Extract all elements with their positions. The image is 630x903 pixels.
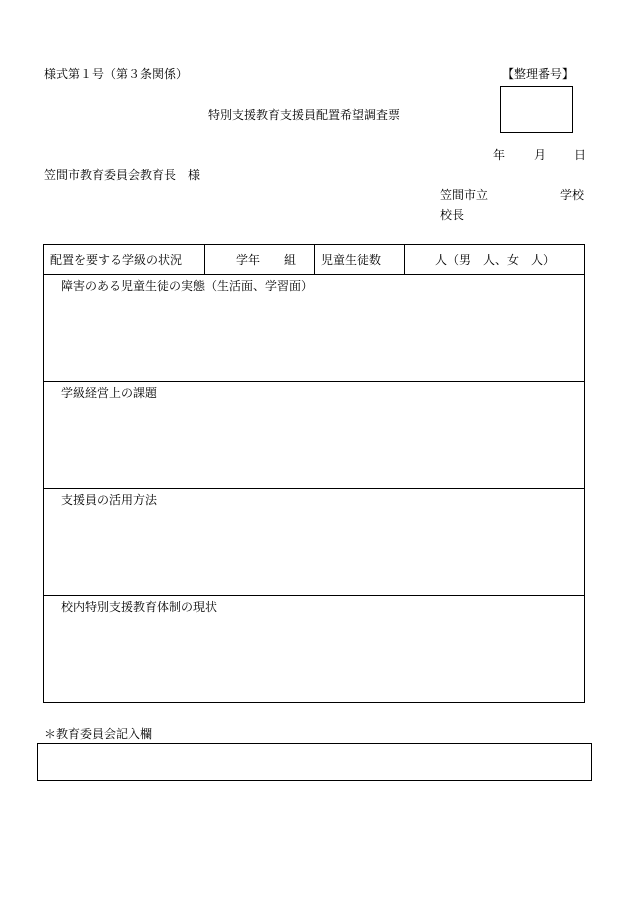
date-month: 月 [534, 148, 547, 162]
document-title: 特別支援教育支援員配置希望調査票 [208, 108, 401, 122]
date-day: 日 [574, 148, 587, 162]
class-status-label: 配置を要する学級の状況 [50, 253, 183, 267]
school-suffix: 学校 [560, 188, 585, 202]
student-count-value: 人（男 人、女 人） [435, 253, 556, 267]
divider [43, 381, 585, 382]
grade-label: 学年 [236, 253, 261, 267]
divider [43, 488, 585, 489]
date-year: 年 [493, 148, 506, 162]
section-label-class-issues: 学級経営上の課題 [61, 386, 158, 400]
school-prefix: 笠間市立 [440, 188, 489, 202]
student-count-label: 児童生徒数 [321, 253, 382, 267]
group-label: 組 [284, 253, 297, 267]
principal-label: 校長 [440, 208, 465, 222]
divider [43, 274, 585, 275]
divider [314, 244, 315, 274]
board-section-label: ＊教育委員会記入欄 [44, 727, 153, 741]
divider [43, 595, 585, 596]
reference-number-box[interactable] [500, 86, 573, 133]
survey-table [43, 244, 585, 703]
divider [404, 244, 405, 274]
section-label-support-usage: 支援員の活用方法 [61, 493, 158, 507]
form-number: 様式第１号（第３条関係） [44, 67, 189, 81]
section-label-student-status: 障害のある児童生徒の実態（生活面、学習面） [61, 279, 314, 293]
divider [204, 244, 205, 274]
addressee: 笠間市教育委員会教育長 様 [44, 168, 201, 182]
section-label-school-system: 校内特別支援教育体制の現状 [61, 600, 218, 614]
reference-number-label: 【整理番号】 [502, 67, 575, 81]
board-section-box[interactable] [37, 743, 592, 781]
